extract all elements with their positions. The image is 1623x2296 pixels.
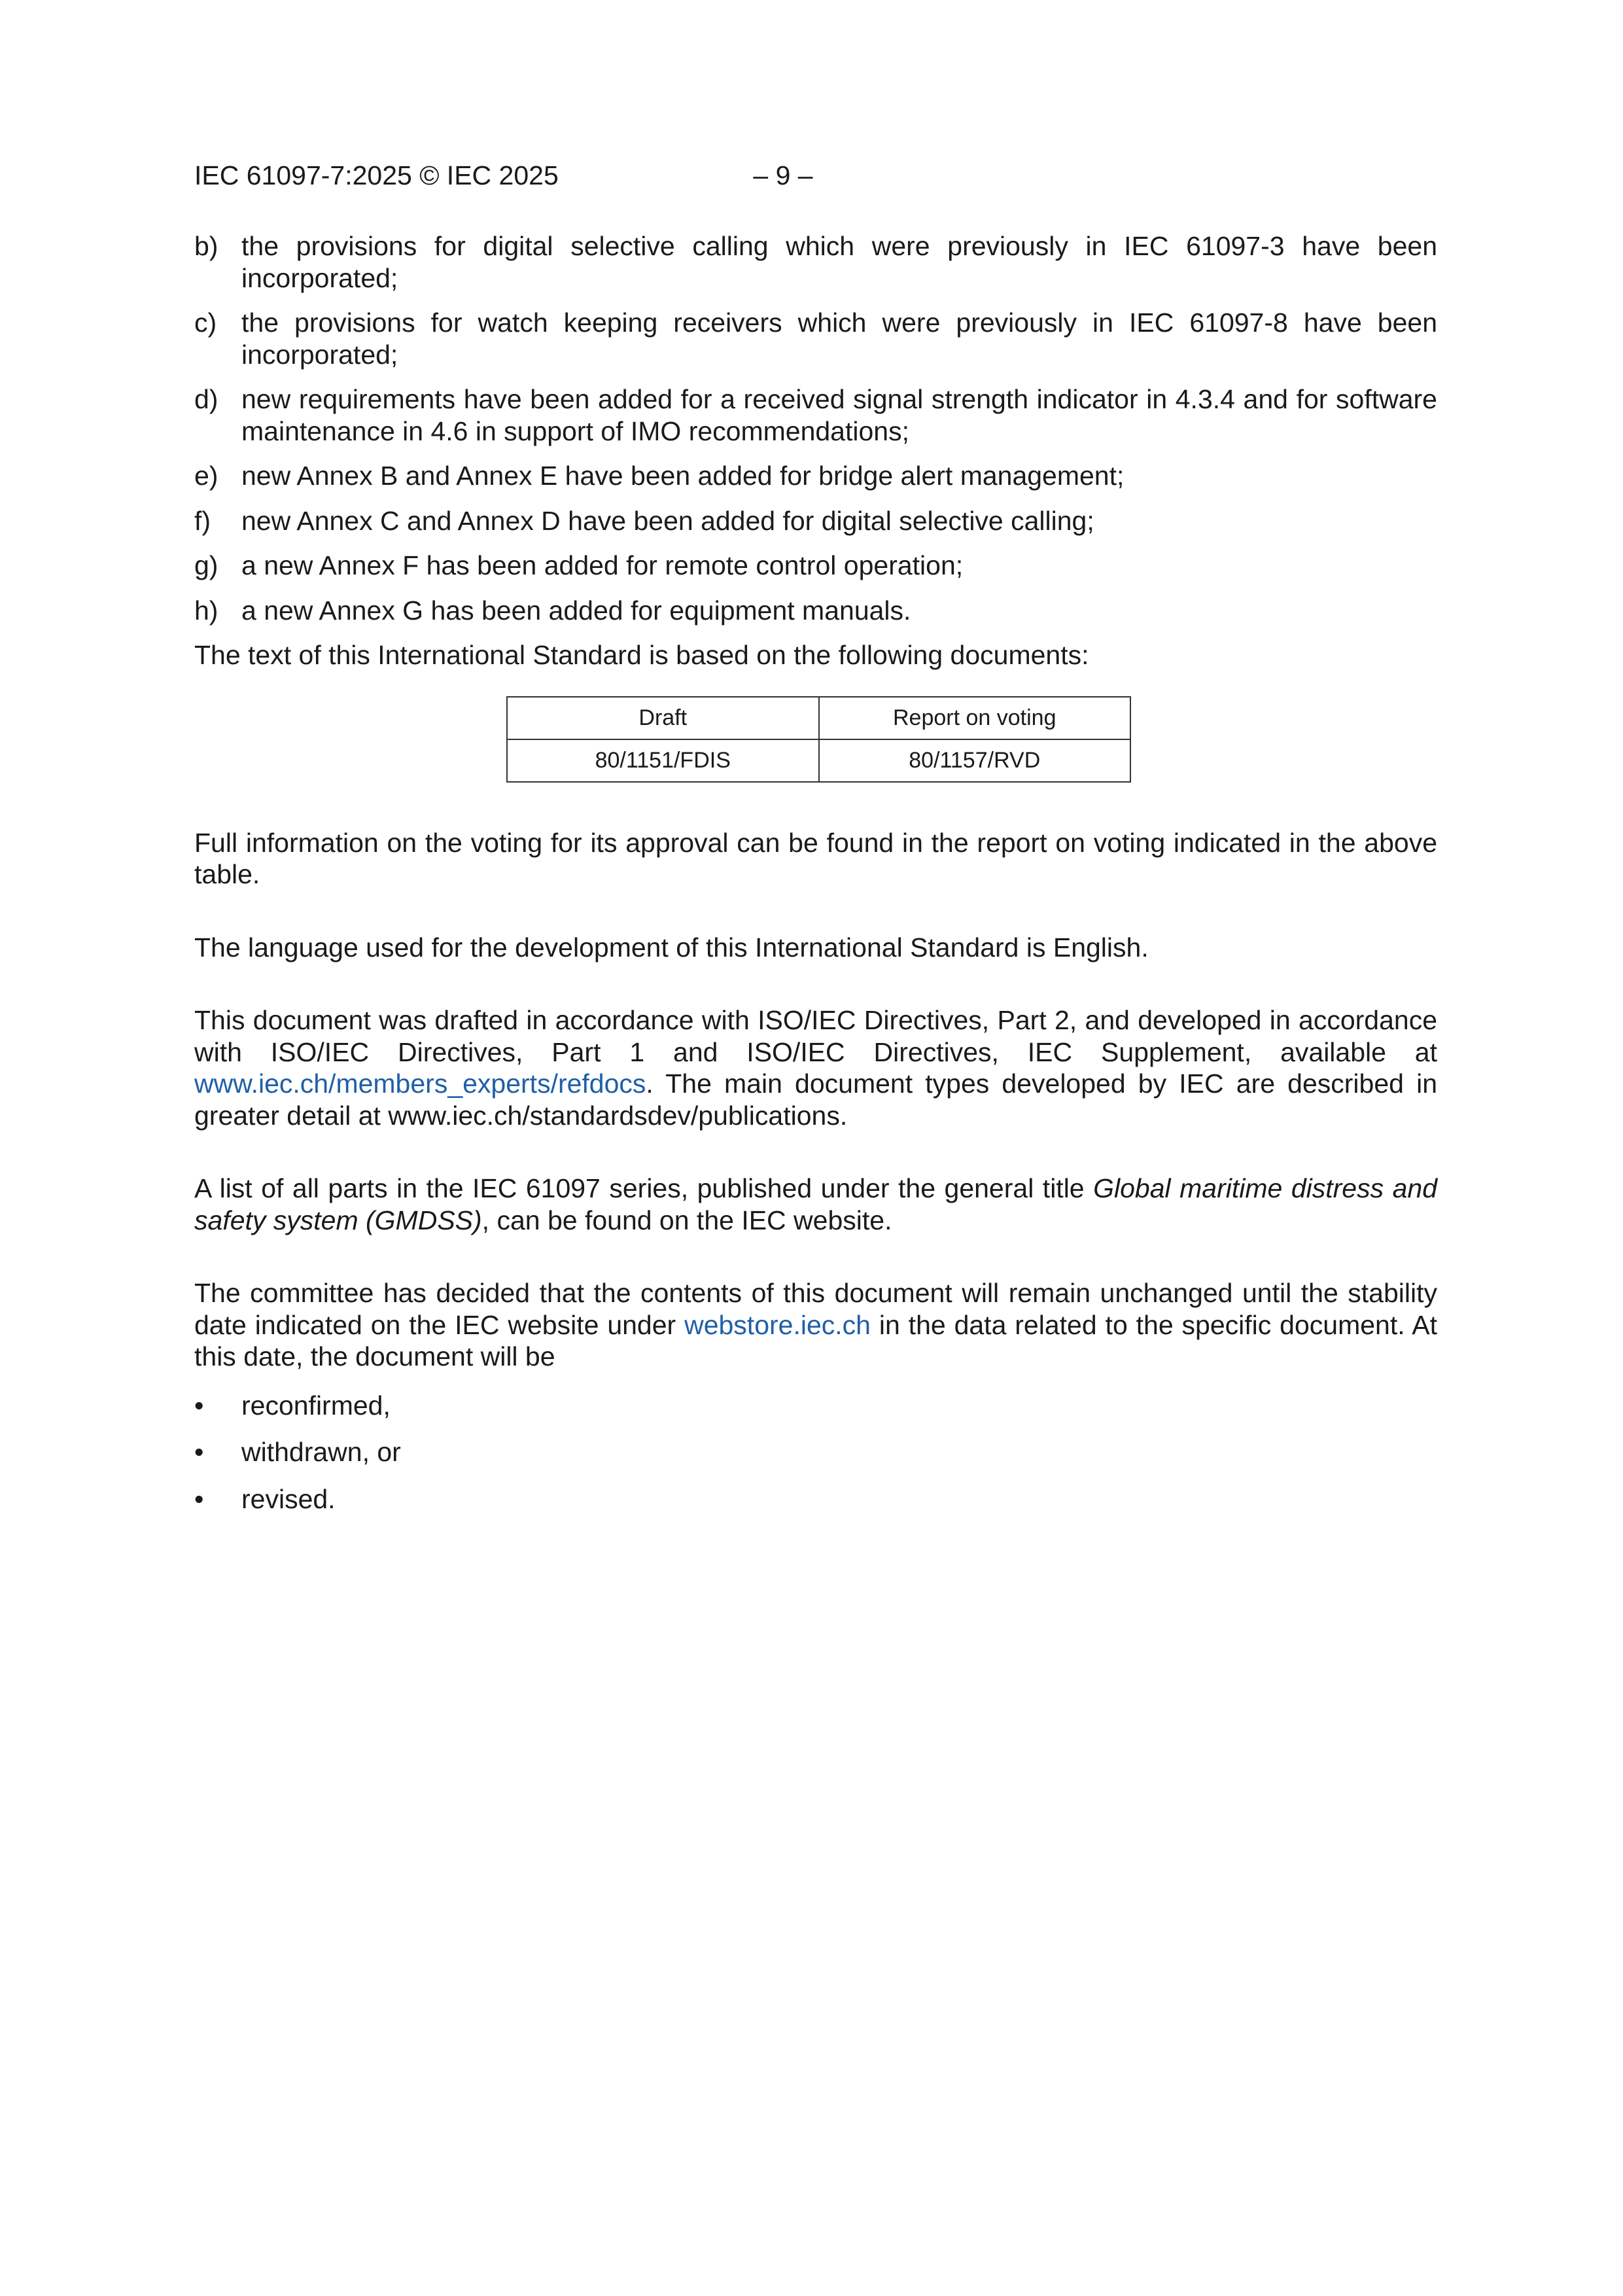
list-item xyxy=(194,1436,1437,1468)
list-item xyxy=(194,307,1437,370)
list-marker: b) xyxy=(194,231,218,261)
stability-text-before: The committee has decided that the contents of this document will remain unchanged until the stability date indicated on the IEC website under xyxy=(194,1278,1437,1340)
list-marker: f) xyxy=(194,505,211,536)
list-item-text: new requirements have been added for a received signal strength indicator in 4.3.4 and for software maintenance in 4.6 in support of IMO recommendations; xyxy=(241,384,1437,446)
list-item-text: a new Annex G has been added for equipment manuals. xyxy=(241,595,911,626)
column-header-report: Report on voting xyxy=(819,697,1131,739)
list-item-text: the provisions for watch keeping receivers which were previously in IEC 61097-8 have been incorporated; xyxy=(241,308,1437,370)
list-item xyxy=(194,460,1437,492)
document-identifier: IEC 61097-7:2025 © IEC 2025 xyxy=(194,160,559,190)
list-item xyxy=(194,505,1437,537)
bullet-icon: • xyxy=(194,1483,204,1514)
stability-text-after: in the data related to the specific document. At this date, the document will be xyxy=(194,1309,1437,1371)
directives-text-after: . The main document types developed by IEC are described in greater detail at www.iec.ch/standardsdev/publications. xyxy=(194,1069,1437,1131)
voting-table xyxy=(506,696,1131,783)
bullet-icon: • xyxy=(194,1437,204,1467)
list-item-text: new Annex C and Annex D have been added for digital selective calling; xyxy=(241,505,1094,536)
column-header-draft: Draft xyxy=(507,697,819,739)
page-number: – 9 – xyxy=(753,160,813,190)
series-title: Global maritime distress and safety system (GMDSS) xyxy=(194,1173,1437,1235)
voting-table-wrapper xyxy=(194,696,1437,783)
series-text-before: A list of all parts in the IEC 61097 series, published under the general title xyxy=(194,1173,1094,1203)
list-marker: g) xyxy=(194,550,218,580)
list-item-text: withdrawn, or xyxy=(241,1437,401,1467)
list-marker: e) xyxy=(194,461,218,491)
list-item-text: reconfirmed, xyxy=(241,1390,391,1421)
list-item xyxy=(194,1483,1437,1515)
cell-report: 80/1157/RVD xyxy=(819,739,1131,782)
list-marker: d) xyxy=(194,384,218,414)
voting-info-paragraph: Full information on the voting for its approval can be found in the report on voting indicated in the above table. xyxy=(194,827,1437,889)
bullet-icon: • xyxy=(194,1390,204,1421)
list-item xyxy=(194,230,1437,294)
list-item xyxy=(194,550,1437,582)
outcomes-list xyxy=(194,1390,1437,1515)
list-item xyxy=(194,1390,1437,1422)
series-text-after: , can be found on the IEC website. xyxy=(481,1205,892,1235)
series-paragraph xyxy=(194,1173,1437,1236)
table-header-row xyxy=(507,697,1130,739)
list-marker: c) xyxy=(194,308,217,338)
changes-list xyxy=(194,230,1437,626)
stability-paragraph xyxy=(194,1277,1437,1373)
webstore-link[interactable]: webstore.iec.ch xyxy=(684,1309,871,1340)
directives-text-before: This document was drafted in accordance with ISO/IEC Directives, Part 2, and developed in accordance with ISO/IEC Directives, Part 1 and ISO/IEC Directives, IEC Supplement, available at xyxy=(194,1005,1437,1067)
directives-paragraph xyxy=(194,1004,1437,1131)
documents-intro-paragraph: The text of this International Standard is based on the following documents: xyxy=(194,640,1089,670)
list-item-text: new Annex B and Annex E have been added for bridge alert management; xyxy=(241,461,1125,491)
document-body xyxy=(194,230,1437,1530)
cell-draft: 80/1151/FDIS xyxy=(507,739,819,782)
list-item-text: a new Annex F has been added for remote control operation; xyxy=(241,550,964,580)
page-header xyxy=(194,156,1437,195)
list-item-text: revised. xyxy=(241,1483,336,1514)
list-item-text: the provisions for digital selective calling which were previously in IEC 61097-3 have been incorporated; xyxy=(241,231,1437,293)
table-row xyxy=(507,739,1130,782)
refdocs-link[interactable]: www.iec.ch/members_experts/refdocs xyxy=(194,1069,646,1099)
list-marker: h) xyxy=(194,595,218,626)
list-item xyxy=(194,383,1437,447)
language-paragraph: The language used for the development of this International Standard is English. xyxy=(194,932,1149,963)
list-item xyxy=(194,595,1437,627)
